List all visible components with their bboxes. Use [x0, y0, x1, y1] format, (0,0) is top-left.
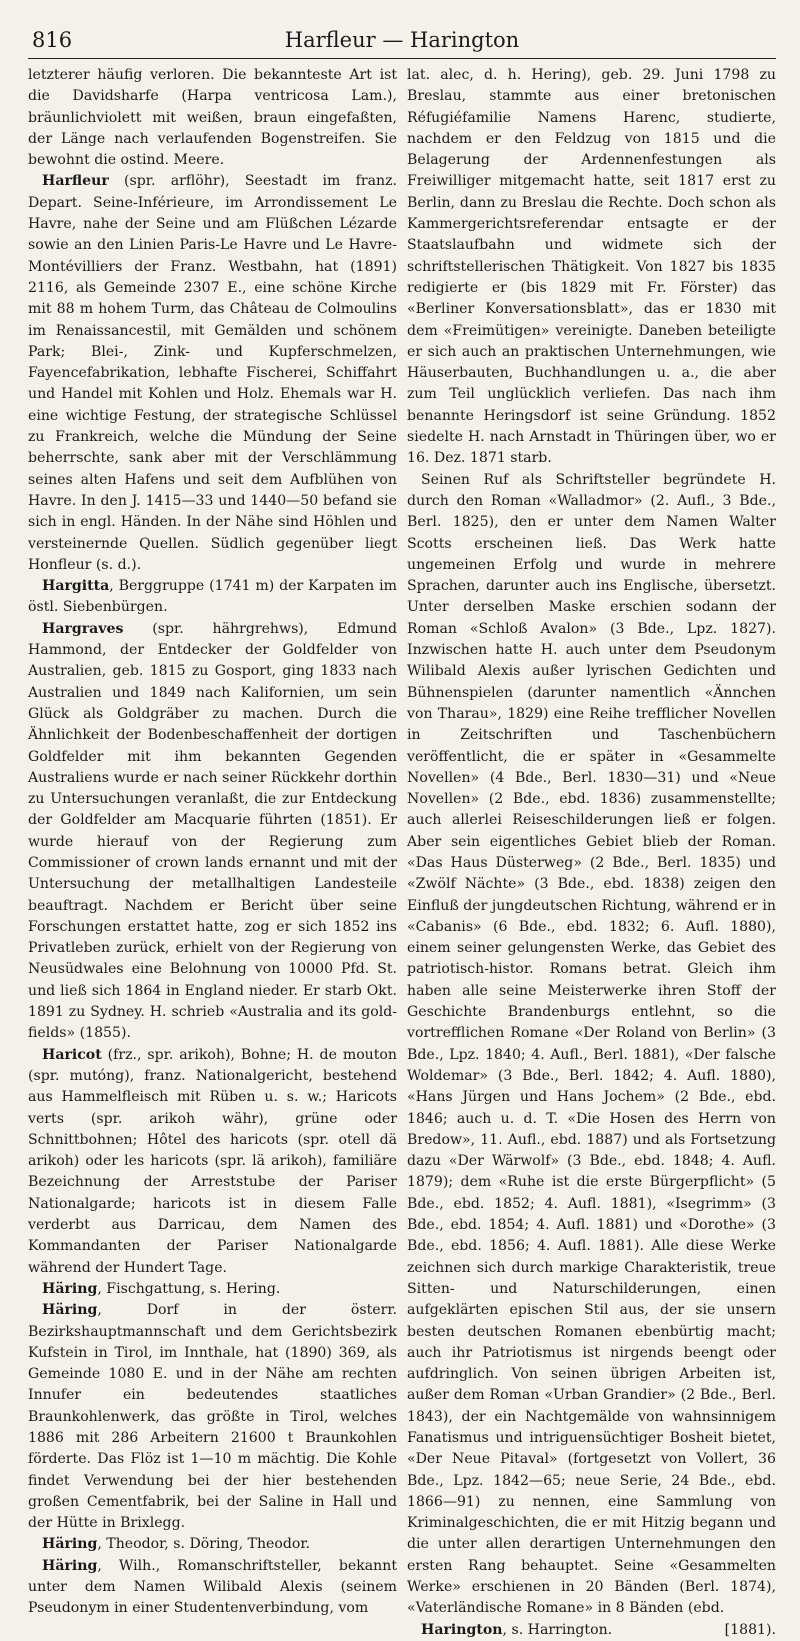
dictionary-entry: [28, 1534, 397, 1555]
running-title: Harfleur — Harington: [284, 28, 520, 52]
text-columns: [28, 65, 776, 1641]
entry-text: (spr. arflöhr), Seestadt im franz. Depart. Seine-Inférieure, im Arrondissement Le Havre, nahe der Seine und am Flüßchen Lézarde sowie an den Linien Paris-Le Havre und Le Havre-Montévilliers der Franz. Westbahn, hat (1891) 2116, als Gemeinde 2307 E., eine schöne Kirche mit 88 m hohem Turm, das Château de Colmoulins im Renaissancestil, mit Gemälden und schönem Park; Blei-, Zink- und Kupferschmelzen, Fayencefabrikation, lebhafte Fischerei, Schiffahrt und Handel mit Kohlen und Holz. Ehemals war H. eine wichtige Festung, der strategische Schlüssel zu Frankreich, welche die Mündung der Seine beherrschte, sank aber mit der Verschlämmung seines alten Hafens und seit dem Aufblühen von Havre. In den J. 1415—33 und 1440—50 befand sie sich in engl. Händen. In der Nähe sind Höhlen und versteinernde Quellen. Südlich gegenüber liegt Honfleur (s. d.).: [28, 173, 397, 573]
entry-headword: Häring: [42, 1302, 98, 1319]
left-column: [28, 65, 397, 1641]
entry-text: , Wilh., Romanschriftsteller, bekannt unter dem Namen Wilibald Alexis (seinem Pseudonym in einer Studentenverbindung, vom: [28, 1557, 397, 1617]
entry-text: , Dorf in der österr. Bezirkshauptmannschaft und dem Gerichtsbezirk Kufstein in Tirol, im Innthale, hat (1890) 369, als Gemeinde 1080 E. und in der Nähe am rechten Innufer ein bedeutendes staatliches Braunkohlenwerk, das größte in Tirol, welches 1886 mit 286 Arbeitern 21600 t Braunkohlen förderte. Das Flöz ist 1—10 m mächtig. Die Kohle findet Verwendung bei der hier bestehenden großen Cementfabrik, bei der Saline in Hall und der Hütte in Brixlegg.: [28, 1302, 397, 1532]
dictionary-entry: [28, 576, 397, 619]
entry-text: , Theodor, s. Döring, Theodor.: [97, 1536, 311, 1553]
continued-paragraph: lat. alec, d. h. Hering), geb. 29. Juni 1798 zu Breslau, stammte aus einer bretonischen Réfugiéfamilie Namens Harenc, studierte, nachdem er den Feldzug von 1815 und die Belagerung der Ardennenfestungen als Freiwilliger mitgemacht hatte, seit 1817 erst zu Berlin, dann zu Breslau die Rechte. Doch schon als Kammergerichtsreferendar entsagte er der Staatslaufbahn und widmete sich der schriftstellerischen Thätigkeit. Von 1827 bis 1835 redigierte er (bis 1829 mit Fr. Förster) das «Berliner Konversationsblatt», das er 1830 mit dem «Freimütigen» vereinigte. Daneben beteiligte er sich auch an praktischen Unternehmungen, wie Häuserbauten, Buchhandlungen u. a., die aber zum Teil unglücklich verliefen. Das nach ihm benannte Heringsdorf ist seine Gründung. 1852 siedelte H. nach Arnstadt in Thüringen über, wo er 16. Dez. 1871 starb.: [407, 67, 776, 467]
entry-headword: Hargraves: [42, 620, 124, 637]
dictionary-entry: [28, 619, 397, 1045]
dictionary-entry: [28, 171, 397, 576]
entry-headword: Harington: [421, 1621, 503, 1638]
entry-headword: Häring: [42, 1536, 98, 1553]
entry-text: , Fischgattung, s. Hering.: [97, 1280, 281, 1297]
entry-headword: Hargitta: [42, 578, 110, 595]
entry-text: (frz., spr. arikoh), Bohne; H. de mouton (spr. mutóng), franz. Nationalgericht, bestehend aus Hammelfleisch mit Rüben u. s. w.; Haricots verts (spr. arikoh währ), grüne oder Schnittbohnen; Hôtel des haricots (spr. otell dä arikoh) oder les haricots (spr. lä arikoh), familiäre Bezeichnung der Arreststube der Pariser Nationalgarde; haricots ist in diesem Falle verderbt aus Darricau, dem Namen des Kommandanten der Pariser Nationalgarde während der Hundert Tage.: [28, 1046, 397, 1276]
entry-text: , s. Harrington.: [502, 1621, 613, 1638]
entry-headword: Haricot: [42, 1046, 102, 1063]
entry-text: , Berggruppe (1741 m) der Karpaten im östl. Siebenbürgen.: [28, 578, 397, 616]
entry-headword: Häring: [42, 1557, 98, 1574]
right-column: [407, 65, 776, 1641]
dictionary-entry: [28, 1045, 397, 1279]
dictionary-entry: [28, 1279, 397, 1300]
page-number: 816: [32, 28, 73, 52]
body-paragraph: Seinen Ruf als Schriftsteller begründete H. durch den Roman «Walladmor» (2. Aufl., 3 Bde., Berl. 1825), den er unter dem Namen Walter Scotts erscheinen ließ. Das Werk hatte ungemeinen Erfolg und wurde in mehrere Sprachen, darunter auch ins Englische, übersetzt. Unter derselben Maske erschien sodann der Roman «Schloß Avalon» (3 Bde., Lpz. 1827). Inzwischen hatte H. auch unter dem Pseudonym Wilibald Alexis außer lyrischen Gedichten und Bühnenspielen (darunter namentlich «Ännchen von Tharau», 1829) eine Reihe trefflicher Novellen in Zeitschriften und Taschenbüchern veröffentlicht, die er später in «Gesammelte Novellen» (4 Bde., Berl. 1830—31) und «Neue Novellen» (2 Bde., ebd. 1836) zusammenstellte; auch allerlei Reiseschilderungen ließ er folgen. Aber sein eigentliches Gebiet blieb der Roman. «Das Haus Düsterweg» (2 Bde., Berl. 1835) und «Zwölf Nächte» (3 Bde., ebd. 1838) zeigen den Einfluß der jungdeutschen Richtung, während er in «Cabanis» (6 Bde., ebd. 1832; 6. Aufl. 1880), einem seiner gelungensten Werke, das Gebiet des patriotisch-histor. Romans betrat. Gleich ihm haben alle seine Meisterwerke ihren Stoff der Geschichte Brandenburgs entlehnt, so die vortrefflichen Romane «Der Roland von Berlin» (3 Bde., Lpz. 1840; 4. Aufl., Berl. 1881), «Der falsche Woldemar» (3 Bde., Berl. 1842; 4. Aufl. 1880), «Hans Jürgen und Hans Jochem» (2 Bde., ebd. 1846; auch u. d. T. «Die Hosen des Herrn von Bredow», 11. Aufl., ebd. 1887) und als Fortsetzung dazu «Der Wärwolf» (3 Bde., ebd. 1848; 4. Aufl. 1879); dem «Ruhe ist die erste Bürgerpflicht» (5 Bde., ebd. 1852; 4. Aufl. 1881), «Isegrimm» (3 Bde., ebd. 1854; 4. Aufl. 1881) und «Dorothe» (3 Bde., ebd. 1856; 4. Aufl. 1881). Alle diese Werke zeichnen sich durch markige Charakteristik, treue Sitten- und Naturschilderungen, einen aufgeklärten epischen Stil aus, der sie unsern besten deutschen Romanen ebenbürtig macht; auch ihr Patriotismus ist nirgends beengt oder aufdringlich. Von seinen übrigen Arbeiten ist, außer dem Roman «Urban Grandier» (2 Bde., Berl. 1843), der ein Nachtgemälde von wahnsinnigem Fanatismus und intriguensüchtiger Bosheit bietet, «Der Neue Pitaval» (fortgesetzt von Vollert, 36 Bde., Lpz. 1842—65; neue Serie, 24 Bde., ebd. 1866—91) zu nennen, eine Sammlung von Kriminalgeschichten, die er mit Hitzig begann und die unter allen derartigen Unternehmungen den ersten Rang behauptet. Seine «Gesammelten Werke» erschienen in 20 Bänden (Berl. 1874), «Vaterländische Romane» in 8 Bänden (ebd.: [407, 471, 776, 1617]
dictionary-entry: [407, 1620, 776, 1641]
entry-text: (spr. hährgrehws), Edmund Hammond, der Entdecker der Goldfelder von Australien, geb. 1815 zu Gosport, ging 1833 nach Australien und 1849 nach Kalifornien, um sein Glück als Goldgräber zu machen. Durch die Ähnlichkeit der Bodenbeschaffenheit der dortigen Goldfelder mit ihm bekannten Gegenden Australiens wurde er nach seiner Rückkehr dorthin zu Untersuchungen veranlaßt, die zur Entdeckung der Goldfelder am Macquarie führten (1851). Er wurde hierauf von der Regierung zum Commissioner of crown lands ernannt und mit der Untersuchung der metallhaltigen Landesteile beauftragt. Nachdem er Bericht über seine Forschungen erstattet hatte, zog er sich 1852 ins Privatleben zurück, erhielt von der Regierung von Neusüdwales eine Belohnung von 10000 Pfd. St. und ließ sich 1864 in England nieder. Er starb Okt. 1891 zu Sydney. H. schrieb «Australia and its gold-fields» (1855).: [28, 620, 397, 1042]
page-header: [28, 24, 776, 59]
dictionary-entry: [28, 1556, 397, 1620]
continued-paragraph: letzterer häufig verloren. Die bekannteste Art ist die Davidsharfe (Harpa ventricosa Lam.), bräunlichviolett mit weißen, braun eingefaßten, der Länge nach verlaufenden Bogenstreifen. Sie bewohnt die ostind. Meere.: [28, 67, 397, 169]
dictionary-entry: [28, 1300, 397, 1534]
entry-headword: Harfleur: [42, 173, 109, 190]
entry-headword: Häring: [42, 1280, 98, 1297]
continuation-fragment: [1881).: [724, 1621, 776, 1638]
